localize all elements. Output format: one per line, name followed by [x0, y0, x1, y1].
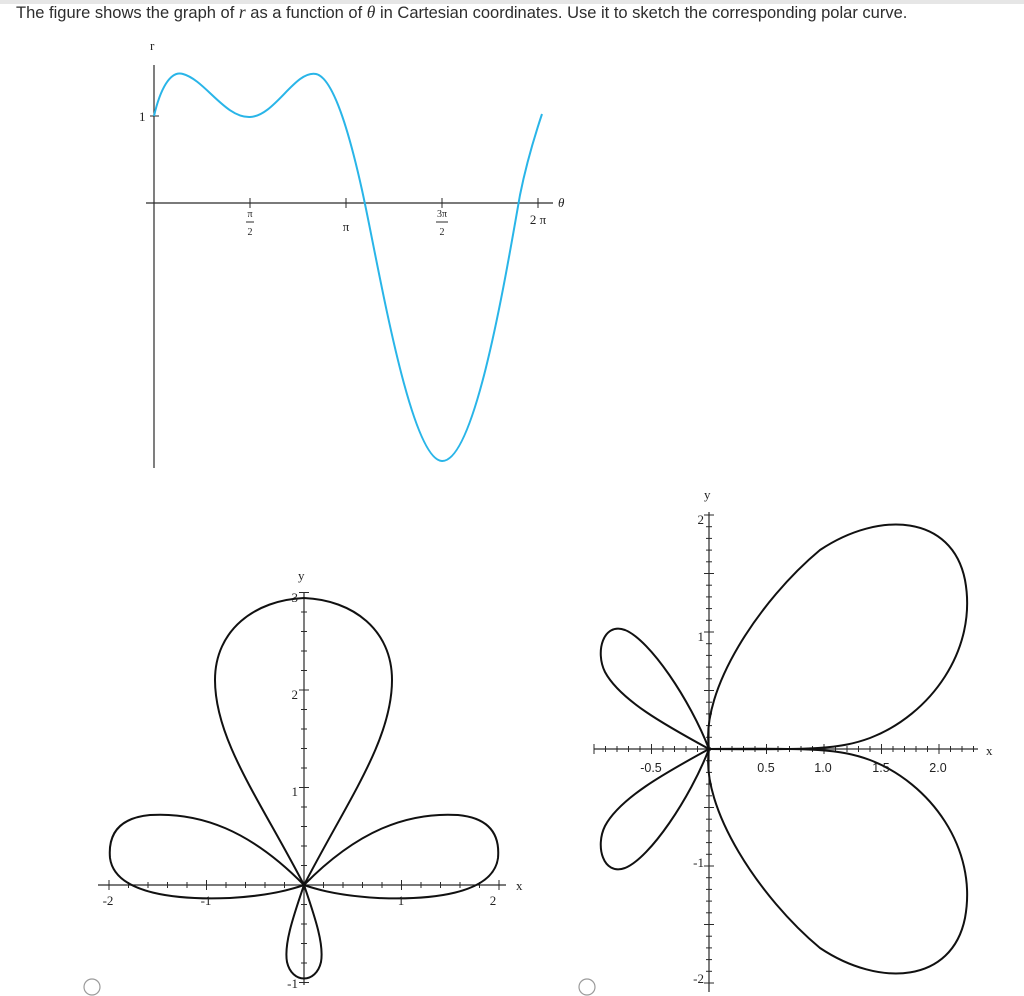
option-b-graph: [579, 487, 993, 995]
x-tick-label: -2: [102, 893, 114, 908]
y-ticks: [299, 593, 309, 983]
theta-axis-label: θ: [558, 195, 565, 210]
y-tick-label: -2: [693, 971, 704, 986]
y-tick-label: 2: [291, 687, 298, 702]
question-part: The figure shows the graph of: [16, 4, 239, 22]
lower-right-lobe: [708, 749, 967, 974]
var-theta: θ: [366, 2, 376, 22]
y-tick-label: -1: [693, 855, 704, 870]
y-tick-label: 1: [697, 629, 704, 644]
upper-right-lobe: [708, 525, 967, 750]
y-tick-label: 2: [697, 512, 704, 527]
x-tick-label: 0.5: [757, 761, 775, 775]
theta-tick-label: 2 π: [529, 212, 547, 227]
upper-left-lobe: [601, 629, 709, 749]
var-r: r: [238, 2, 246, 22]
r-tick-label: 1: [139, 109, 146, 124]
y-axis-label: y: [298, 568, 305, 583]
x-tick-label: 1.0: [814, 761, 832, 775]
question-part: as a function of: [245, 4, 367, 22]
theta-tick-den: 2: [439, 227, 445, 238]
theta-tick-num: π: [247, 209, 253, 220]
option-a-radio[interactable]: [84, 979, 100, 995]
y-tick-label: 1: [291, 784, 298, 799]
x-axis-label: x: [986, 743, 993, 758]
x-tick-label: 2: [489, 893, 497, 908]
r-theta-curve: [154, 73, 542, 461]
x-tick-label: 1: [397, 893, 405, 908]
theta-tick-label: π: [342, 219, 350, 234]
x-tick-label: -0.5: [640, 761, 662, 775]
y-axis-label: y: [704, 487, 711, 502]
r-axis-label: r: [150, 38, 155, 53]
x-tick-label: -1: [200, 893, 212, 908]
x-tick-label: 2.0: [929, 761, 947, 775]
y-tick-label: 3: [291, 590, 298, 605]
x-axis-label: x: [516, 878, 523, 893]
theta-tick-den: 2: [247, 227, 253, 238]
y-tick-label: -1: [287, 976, 298, 991]
question-part: in Cartesian coordinates. Use it to sketch the corresponding polar curve.: [375, 4, 908, 22]
cartesian-graph: [139, 38, 565, 468]
option-a-graph: [84, 568, 523, 995]
theta-tick-num: 3π: [436, 209, 448, 220]
option-b-radio[interactable]: [579, 979, 595, 995]
x-tick-label: 1.5: [872, 761, 890, 775]
